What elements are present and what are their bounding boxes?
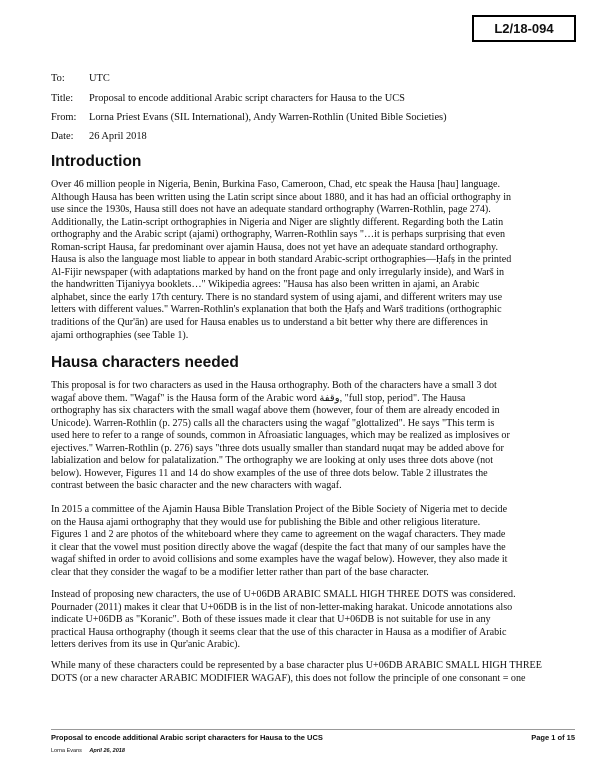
text-line: use since the 1930s, Hausa still does not have an adequate standard orthography (Warren-Rothlin, page 274).	[51, 204, 491, 216]
text-line: orthography has six characters with the small wagaf above them (however, four of them are already encoded in	[51, 405, 500, 417]
text-line: traditions of the Qur'ān) are used for Hausa enables us to understand a bit better why there are differences in	[51, 317, 488, 329]
memo-row-date	[51, 127, 571, 146]
memo-header	[51, 69, 571, 147]
page-footer	[51, 733, 575, 742]
text-line: letters derives from its use in Qur'anic Arabic).	[51, 639, 241, 651]
memo-value: UTC	[89, 73, 110, 85]
text-line: Al-Fijir newspaper (with adaptations marked by hand on the front page and only irregularly inside), and Warš in	[51, 266, 505, 278]
text-line: DOTS (or a new character ARABIC MODIFIER WAGAF), this does not follow the principle of one consonant = one	[51, 672, 526, 684]
text-line: orthography and the Arabic script (ajami) orthography, Warren-Rothlin says "…it is perhaps surprising that even	[51, 229, 506, 241]
hausa-paragraph-4	[51, 660, 575, 685]
text-line: This proposal is for two characters as used in the Hausa orthography. Both of the characters have a small 3 dot	[51, 380, 497, 391]
memo-value: Lorna Priest Evans (SIL International), Andy Warren-Rothlin (United Bible Societies)	[89, 111, 447, 123]
footer-rule	[51, 729, 575, 730]
memo-label: From:	[51, 111, 77, 123]
text-line: Pournader (2011) makes it clear that U+06DB is in the list of non-letter-making harakat. Unicode annotations also	[51, 601, 513, 613]
text-line: Roman-script Hausa, far predominant over ajamin Hausa, does not yet have an adequate standard orthography.	[51, 241, 498, 253]
hausa-paragraph-1	[51, 380, 575, 493]
memo-row-from	[51, 108, 571, 127]
text-line: practical Hausa orthography (though it seems clear that the use of this character in Hausa as a modifier of Arabic	[51, 626, 507, 638]
text-line: ejectives." Warren-Rothlin (p. 276) says "three dots usually smaller than standard nuqat may be added above for	[51, 442, 504, 454]
text-line: Unicode). Warren-Rothlin (p. 275) calls all the characters using the wagaf "glottalized". He says "This term is	[51, 417, 495, 429]
text-line: Instead of proposing new characters, the use of U+06DB ARABIC SMALL HIGH THREE DOTS was considered.	[51, 589, 516, 600]
section-heading-introduction: Introduction	[51, 153, 142, 170]
footer-page-number: Page 1 of 15	[531, 733, 575, 742]
text-line: wagaf shifted in order to avoid collisions and some examples have the wagaf below). However, they also made it	[51, 554, 508, 566]
text-line: Additionally, the Latin-script orthographies in Nigeria and Niger are slightly different. Regarding both the Latin	[51, 216, 504, 228]
text-line: on the Hausa ajami orthography that they would use for publishing the Bible and other religious literature.	[51, 516, 481, 528]
document-number: L2/18-094	[472, 15, 576, 42]
hausa-paragraph-3	[51, 589, 575, 652]
text-line: Although Hausa has been written using the Latin script since about 1880, and it has had an official orthography in	[51, 191, 512, 203]
footer-date: April 26, 2018	[89, 748, 125, 754]
text-line: In 2015 a committee of the Ajamin Hausa Bible Translation Project of the Bible Society of Nigeria met to decide	[51, 504, 508, 515]
footer-title: Proposal to encode additional Arabic script characters for Hausa to the UCS	[51, 733, 323, 742]
footer-author: Lorna Evans	[51, 748, 82, 754]
memo-value: 26 April 2018	[89, 131, 147, 143]
memo-label: To:	[51, 73, 65, 85]
intro-paragraph	[51, 179, 575, 342]
text-line: below). However, Figures 11 and 14 do show examples of the use of three dots below. Table 2 illustrates the	[51, 467, 488, 479]
text-line: used here to refer to a range of sounds, common in Afroasiatic languages, which may be realized as implosives or	[51, 430, 510, 442]
text-line: letters with different values." Warren-Rothlin's explanation that both the Ḥafṣ and Warš traditions (orthographic	[51, 304, 502, 316]
text-line: contrast between the basic character and the new characters with wagaf.	[51, 480, 342, 492]
memo-label: Title:	[51, 92, 74, 104]
section-heading-hausa-characters: Hausa characters needed	[51, 354, 239, 371]
text-line: wagaf above them. "Wagaf" is the Hausa form of the Arabic word وقفة, "full stop, period". The Hausa	[51, 392, 466, 404]
hausa-paragraph-2	[51, 504, 575, 579]
text-line: Figures 1 and 2 are photos of the whiteboard where they came to agreement on the wagaf characters. They made	[51, 529, 506, 541]
text-line: clear that they consider the wagaf to be a modifier letter rather than part of the base character.	[51, 566, 429, 578]
memo-row-to	[51, 69, 571, 88]
text-line: the handwritten Tijaniyya booklets…" Wikipedia agrees: "Hausa has also been written in ajami, an Arabic	[51, 279, 480, 291]
memo-value: Proposal to encode additional Arabic script characters for Hausa to the UCS	[89, 92, 405, 104]
footer-author-line	[51, 748, 125, 754]
text-line: While many of these characters could be represented by a base character plus U+06DB ARABIC SMALL HIGH THREE	[51, 660, 542, 671]
text-line: alphabet, since the early 17th century. There is no standard system of using ajami, and different writers may use	[51, 291, 503, 303]
text-line: Over 46 million people in Nigeria, Benin, Burkina Faso, Cameroon, Chad, etc speak the Hausa [hau] language.	[51, 179, 501, 190]
memo-label: Date:	[51, 131, 74, 143]
text-line: labialization and below for palatalization." The orthography we are looking at only uses three dots above (not	[51, 455, 494, 467]
text-line: ajami orthographies (see Table 1).	[51, 329, 189, 341]
text-line: it clear that the vowel must position directly above the wagaf (despite the fact that many of our samples have the	[51, 541, 506, 553]
text-line: indicate U+06DB as "Koranic". Both of these issues made it clear that U+06DB is not suitable for use in any	[51, 614, 491, 626]
text-line: Hausa is also the language most liable to appear in both standard Arabic-script orthographies—Ḥafṣ in the printed	[51, 254, 512, 266]
memo-row-title	[51, 88, 571, 107]
